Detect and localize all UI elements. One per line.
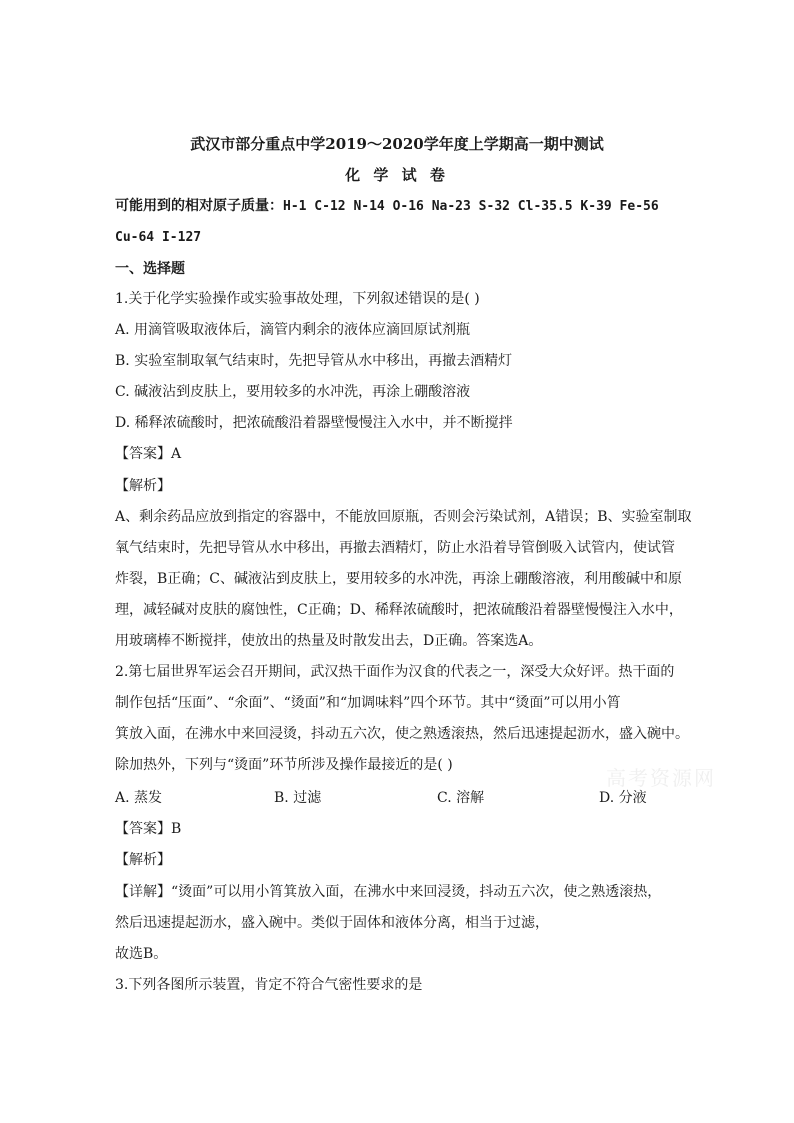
atomic-mass-values: H-1 C-12 N-14 O-16 Na-23 S-32 Cl-35.5 K-39 Fe-56 xyxy=(283,199,659,214)
exam-title: 武汉市部分重点中学2019～2020学年度上学期高一期中测试 xyxy=(190,135,604,153)
q2-stem-line: 2.第七届世界军运会召开期间，武汉热干面作为汉食的代表之一，深受大众好评。热干面的 xyxy=(115,664,675,680)
q1-analysis-label: 【解析】 xyxy=(115,478,171,494)
q2-option-b: B. 过滤 xyxy=(274,790,322,806)
q2-stem-line: 箕放入面，在沸水中来回浸烫，抖动五六次，使之熟透滚热，然后迅速提起沥水，盛入碗中。 xyxy=(115,726,689,742)
q3-stem: 3.下列各图所示装置，肯定不符合气密性要求的是 xyxy=(115,977,423,993)
q2-detail-line: 然后迅速提起沥水，盛入碗中。类似于固体和液体分离，相当于过滤， xyxy=(115,915,549,931)
q1-stem: 1.关于化学实验操作或实验事故处理，下列叙述错误的是( ) xyxy=(115,291,480,307)
atomic-mass-line xyxy=(115,196,659,217)
q1-analysis-line: 用玻璃棒不断搅拌，使放出的热量及时散发出去，D正确。答案选A。 xyxy=(115,633,543,649)
q2-answer: 【答案】B xyxy=(115,821,182,837)
q1-answer: 【答案】A xyxy=(115,446,182,462)
q1-analysis-line: 炸裂，B正确；C、碱液沾到皮肤上，要用较多的水冲洗，再涂上硼酸溶液，利用酸碱中和原 xyxy=(115,571,682,587)
q1-analysis-line: A、剩余药品应放到指定的容器中，不能放回原瓶，否则会污染试剂，A错误；B、实验室制取 xyxy=(115,509,692,525)
atomic-mass-values-2: Cu-64 I-127 xyxy=(115,230,202,245)
exam-subtitle: 化 学 试 卷 xyxy=(345,166,449,184)
q2-stem-line: 制作包括“压面”、“氽面”、“烫面”和“加调味料”四个环节。其中“烫面”可以用小筲 xyxy=(115,695,621,711)
q1-analysis-line: 理，减轻碱对皮肤的腐蚀性，C正确；D、稀释浓硫酸时，把浓硫酸沿着器壁慢慢注入水中， xyxy=(115,602,683,618)
q2-detail-line: 故选B。 xyxy=(115,946,168,962)
q1-option-b: B. 实验室制取氧气结束时，先把导管从水中移出，再撤去酒精灯 xyxy=(115,353,513,369)
atomic-mass-label: 可能用到的相对原子质量： xyxy=(115,198,283,214)
q1-option-a: A. 用滴管吸取液体后，滴管内剩余的液体应滴回原试剂瓶 xyxy=(115,322,471,338)
q2-option-c: C. 溶解 xyxy=(437,790,485,806)
q1-option-d: D. 稀释浓硫酸时，把浓硫酸沿着器壁慢慢注入水中，并不断搅拌 xyxy=(115,415,513,431)
section-heading: 一、选择题 xyxy=(115,261,185,277)
q2-analysis-label: 【解析】 xyxy=(115,852,171,868)
watermark: 高考资源网 xyxy=(606,766,716,790)
q2-stem-line: 除加热外，下列与“烫面”环节所涉及操作最接近的是( ) xyxy=(115,757,453,773)
q2-detail-line: 【详解】“烫面”可以用小筲箕放入面，在沸水中来回浸烫，抖动五六次，使之熟透滚热， xyxy=(115,884,662,900)
q2-option-a: A. 蒸发 xyxy=(115,790,163,806)
q2-option-d: D. 分液 xyxy=(599,790,647,806)
q1-option-c: C. 碱液沾到皮肤上，要用较多的水冲洗，再涂上硼酸溶液 xyxy=(115,384,471,400)
q1-analysis-line: 氧气结束时，先把导管从水中移出，再撤去酒精灯，防止水沿着导管倒吸入试管内，使试管 xyxy=(115,540,675,556)
